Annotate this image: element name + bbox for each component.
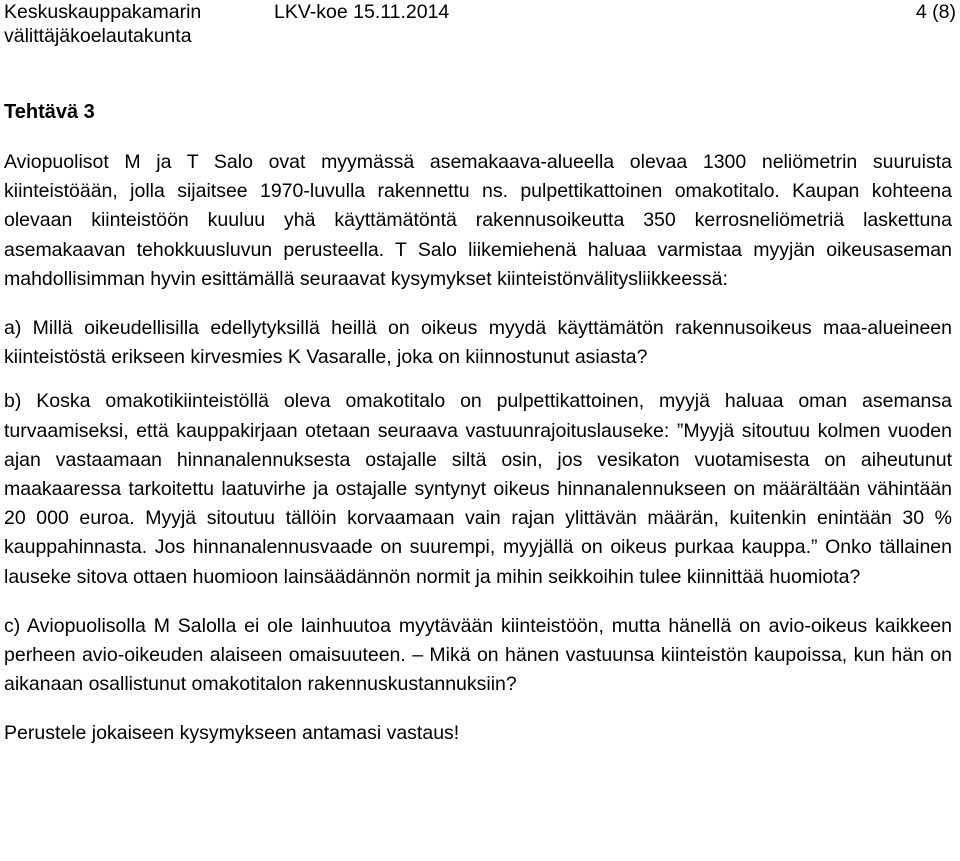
exam-title: LKV-koe 15.11.2014 [274,1,450,23]
question-c: c) Aviopuolisolla M Salolla ei ole lainhuutoa myytävään kiinteistöön, mutta hänellä on avio-oikeus kaikkeen perheen avio-oikeuden alaiseen omaisuuteen. – Mikä on hänen vastuunsa kiinteistön kaupoissa, kun hän on aikanaan osallistunut omakotitalon rakennuskustannuksiin? [4,614,952,696]
task-title: Tehtävä 3 [4,101,95,123]
issuer-block [4,0,201,48]
page-header [4,0,956,48]
issuer-committee: välittäjäkoelautakunta [4,25,192,47]
issuer-name: Keskuskauppakamarin [4,1,202,23]
page-number: 4 (8) [915,1,956,23]
question-a: a) Millä oikeudellisilla edellytyksillä heillä on oikeus myydä käyttämätön rakennusoikeus maa-alueineen kiinteistöstä erikseen kirvesmies K Vasaralle, joka on kiinnostunut asiasta? [4,317,952,369]
task-intro-paragraph: Aviopuolisot M ja T Salo ovat myymässä asemakaava-alueella olevaa 1300 neliömetrin suuruista kiinteistöään, jolla sijaitsee 1970-luvulla rakennettu ns. pulpettikattoinen omakotitalo. Kaupan kohteena olevaan kiinteistöön kuuluu yhä käyttämätöntä rakennusoikeutta 350 kerrosneliömetriä laskettuna asemakaavan tehokkuusluvun perusteella. T Salo liikemiehenä haluaa varmistaa myyjän oikeusaseman mahdollisimman hyvin esittämällä seuraavat kysymykset kiinteistönvälitysliikkeessä: [4,151,952,290]
document-body [4,98,952,749]
answer-instruction: Perustele jokaiseen kysymykseen antamasi vastaus! [4,722,460,745]
question-b: b) Koska omakotikiinteistöllä oleva omakotitalo on pulpettikattoinen, myyjä haluaa oman asemansa turvaamiseksi, että kauppakirjaan otetaan seuraava vastuunrajoituslauseke: ”Myyjä sitoutuu kolmen vuoden ajan vastaamaan hinnanalennuksesta ostajalle siltä osin, jos vesikaton vuotamisesta on aiheutunut maakaaressa tarkoitettu laatuvirhe ja ostajalle syntynyt oikeus hinnanalennukseen on määrältään vähintään 20 000 euroa. Myyjä sitoutuu tällöin korvaamaan vain rajan ylittävän määrän, kuitenkin enintään 30 % kauppahinnasta. Jos hinnanalennusvaade on suurempi, myyjällä on oikeus purkaa kauppa.” Onko tällainen lauseke sitova ottaen huomioon lainsäädännön normit ja mihin seikkoihin tulee kiinnittää huomiota? [4,390,952,588]
